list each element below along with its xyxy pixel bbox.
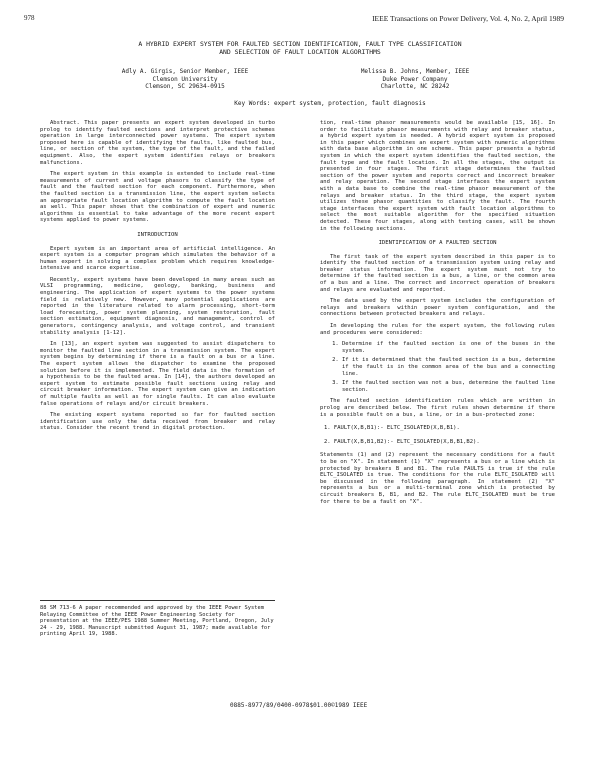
author-address: Charlotte, NC 28242 — [380, 83, 450, 90]
paragraph: The existing expert systems reported so far for faulted section identification use only the data received from breaker and relay status. Consider the recent trend in digital protection. — [40, 412, 275, 432]
copyright-footer: 0885-8977/89/0400-0978$01.00©1989 IEEE — [230, 702, 368, 709]
equation-2: 2. FAULT(X,B,B1,B2):- ELTC_ISOLATED(X,B,B1,B2). — [324, 438, 480, 445]
paragraph: Statements (1) and (2) represent the necessary conditions for a fault to be on "X". In statement (1) "X" represents a bus or a line which is protected by breakers B and B1. The rule FAULTS is true if the rule ELTC_ISOLATED is true. The conditions for the rule ELTC_ISOLATED will be discussed in the following paragraph. In statement (2) "X" represents a bus or a multi-terminal zone which is protected by circuit breakers B, B1, and B2. The rule ELTC_ISOLATED must be true for there to be a fault on "X". — [320, 452, 555, 505]
author-affiliation: Clemson University — [152, 75, 218, 83]
author-block — [330, 68, 500, 91]
page-number: 978 — [24, 14, 35, 22]
paragraph: The data used by the expert system includes the configuration of relays and breakers within power system configuration, and the connections between protected breakers and relays. — [320, 298, 555, 318]
list-item: 3. If the faulted section was not a bus, determine the faulted line section. — [342, 380, 555, 393]
paragraph: tion, real-time phasor measurements would be available [15, 16]. In order to facilitate phasor measurements with relay and breaker status, a hybrid expert system is needed. A hybrid expert system is proposed in this paper which combines an expert system with numeric algorithms with data base algorithm in one scheme. This paper presents a hybrid system in which the expert system identifies the faulted section, the fault type and the fault location. In all the stages, the output is presented in four stages. The first stage determines the faulted section of the power system and reports correct and incorrect breaker and relay operation. The second stage interfaces the expert system with a data base to combine the real-time phasor measurement of the relays and breaker status. In the third stage, the expert system utilizes these phasor quantities to classify the fault. The fourth stage interfaces the expert system with fault location algorithms to select the most suitable algorithm for the specified situation detected. These four stages, along with testing cases, will be shown in the following sections. — [320, 120, 555, 232]
author-name: Adly A. Girgis, Senior Member, IEEE — [121, 68, 249, 75]
left-column — [40, 120, 275, 437]
author-name: Melissa B. Johns, Member, IEEE — [360, 68, 470, 75]
author-affiliation: Duke Power Company — [382, 75, 448, 83]
keywords: Key Words: expert system, protection, fault diagnosis — [234, 100, 426, 107]
rules-list — [320, 341, 555, 393]
section-heading-introduction: INTRODUCTION — [137, 231, 178, 238]
paragraph: The expert system in this example is extended to include real-time measurements of current and voltage phasors to classify the type of fault and the faulted section for each component. Furthermore, when the faulted section is a transmission line, the expert system selects an appropriate fault location algorithm to compute the fault location as well. This paper shows that the combination of expert and numeric algorithms is essential to take advantage of the more recent expert systems applied to power systems. — [40, 171, 275, 224]
paragraph: The faulted section identification rules which are written in prolog are described below. The first rules shown determine if there is a possible fault on a bus, a line, or in a bus-protected zone: — [320, 398, 555, 418]
paper-title — [40, 40, 560, 56]
list-item: 2. If it is determined that the faulted section is a bus, determine if the fault is in the common area of the bus and a connecting line. — [342, 357, 555, 377]
paragraph: In developing the rules for the expert system, the following rules and procedures were considered: — [320, 323, 555, 336]
paragraph: In [13], an expert system was suggested to assist dispatchers to monitor the faulted line section in a transmission system. The expert system begins by determining if there is a fault on a bus or a line. The expert system allows the dispatcher to examine the proposed solution before it is implemented. The field data is the formation of a hypothesis to be the faulted area. In [14], the authors developed an expert system to estimate possible fault sections using relay and circuit breaker information. The expert system can give an indication of multiple faults as well as for single faults. It can also evaluate false operations of relays and/or circuit breakers. — [40, 341, 275, 407]
journal-header: IEEE Transactions on Power Delivery, Vol. 4, No. 2, April 1989 — [372, 14, 564, 23]
footnote: 88 SM 713-6 A paper recommended and approved by the IEEE Power System Relaying Committee of the IEEE Power Engineering Society for presentation at the IEEE/PES 1988 Summer Meeting, Portland, Oregon, July 24 - 29, 1988. Manuscript submitted August 31, 1987; made available for printing April 19, 1988. — [40, 600, 275, 638]
paragraph: Recently, expert systems have been developed in many areas such as VLSI programming, medicine, geology, banking, business and engineering. The application of expert systems to the power systems field is relatively new. However, many potential applications are reported in the literature related to alarm processing, short-term load forecasting, power system planning, system restoration, fault section estimation, equipment diagnosis, and management, control of generators, contingency analysis, and voltage control, and transient stability analysis [1-12]. — [40, 276, 275, 336]
author-block — [100, 68, 270, 91]
equation-1: 1. FAULT(X,B,B1):- ELTC_ISOLATED(X,B,B1). — [324, 425, 460, 432]
abstract: Abstract. This paper presents an expert system developed in turbo prolog to identify faulted sections and interpret protective schemes operation in large interconnected power systems. The expert system proposed here is capable of identifying the faults, like faulted bus, line, or section of the system, the type of the fault, and the failed equipment. Also, the expert system identifies relays or breakers malfunctions. — [40, 120, 275, 166]
title-line: AND SELECTION OF FAULT LOCATION ALGORITHMS — [219, 48, 381, 56]
right-column — [320, 120, 555, 510]
list-item: 1. Determine if the faulted section is one of the buses in the system. — [342, 341, 555, 354]
paragraph: Expert system is an important area of artificial intelligence. An expert system is a computer program which simulates the behavior of a human expert in solving a complex problem which requires knowledge-intensive and scarce expertise. — [40, 245, 275, 272]
title-line: A HYBRID EXPERT SYSTEM FOR FAULTED SECTION IDENTIFICATION, FAULT TYPE CLASSIFICATION — [138, 40, 462, 48]
paragraph: The first task of the expert system described in this paper is to identify the faulted section of a transmission system using relay and breaker status information. The expert system must not try to determine if the faulted section is a bus, a line, or the common area of a bus and a line. The correct and incorrect operation of breakers and relays are evaluated and reported. — [320, 253, 555, 293]
section-heading-identification: IDENTIFICATION OF A FAULTED SECTION — [378, 240, 497, 247]
author-address: Clemson, SC 29634-0915 — [145, 83, 225, 90]
